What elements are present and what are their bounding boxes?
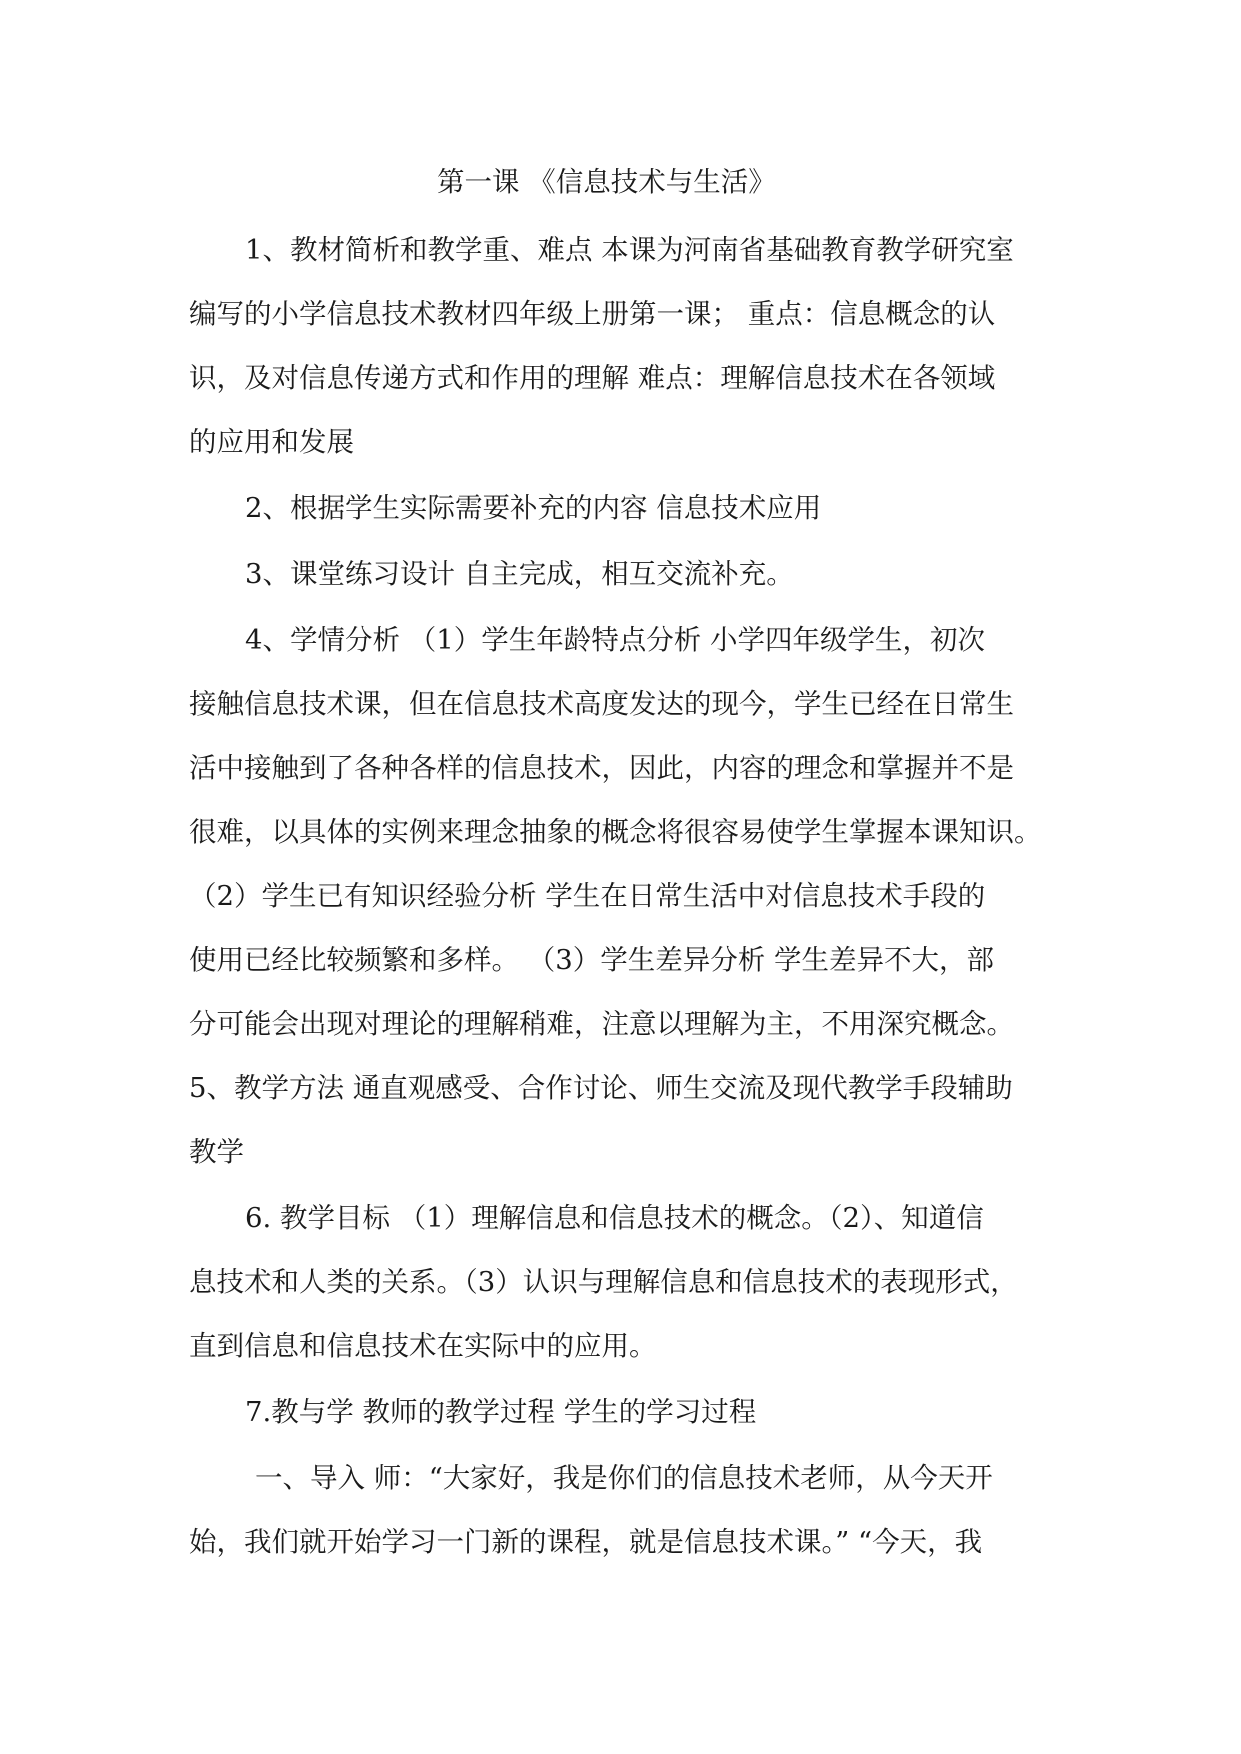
text-line: 息技术和人类的关系。（3）认识与理解信息和信息技术的表现形式， [189, 1266, 1018, 1298]
lesson-title: 第一课 《信息技术与生活》 [437, 166, 776, 198]
text-line: 很难，以具体的实例来理念抽象的概念将很容易使学生掌握本课知识。 [189, 816, 1042, 848]
text-line: 4、学情分析 （1）学生年龄特点分析 小学四年级学生，初次 [245, 624, 985, 656]
text-line: 教学 [189, 1136, 244, 1168]
text-line: 活中接触到了各种各样的信息技术，因此，内容的理念和掌握并不是 [189, 752, 1014, 784]
text-line: 3、课堂练习设计 自主完成，相互交流补充。 [245, 558, 794, 590]
text-line: 接触信息技术课，但在信息技术高度发达的现今，学生已经在日常生 [189, 688, 1014, 720]
text-line: 使用已经比较频繁和多样。 （3）学生差异分析 学生差异不大，部 [189, 944, 994, 976]
text-line: 编写的小学信息技术教材四年级上册第一课； 重点：信息概念的认 [189, 298, 996, 330]
text-line: 2、根据学生实际需要补充的内容 信息技术应用 [245, 492, 822, 524]
text-line: （2）学生已有知识经验分析 学生在日常生活中对信息技术手段的 [189, 880, 986, 912]
text-line: 分可能会出现对理论的理解稍难，注意以理解为主，不用深究概念。 [189, 1008, 1014, 1040]
text-line: 6. 教学目标 （1）理解信息和信息技术的概念。（2）、知道信 [245, 1202, 984, 1234]
text-line: 识，及对信息传递方式和作用的理解 难点：理解信息技术在各领域 [189, 362, 996, 394]
text-line: 始，我们就开始学习一门新的课程，就是信息技术课。” “今天，我 [189, 1526, 983, 1558]
text-line: 7.教与学 教师的教学过程 学生的学习过程 [245, 1396, 757, 1428]
text-line: 5、教学方法 通直观感受、合作讨论、师生交流及现代教学手段辅助 [189, 1072, 1013, 1104]
text-line: 的应用和发展 [189, 426, 354, 458]
text-line: 1、教材简析和教学重、难点 本课为河南省基础教育教学研究室 [245, 234, 1014, 266]
text-line: 一、导入 师：“大家好，我是你们的信息技术老师，从今天开 [255, 1462, 993, 1494]
text-line: 直到信息和信息技术在实际中的应用。 [189, 1330, 657, 1362]
